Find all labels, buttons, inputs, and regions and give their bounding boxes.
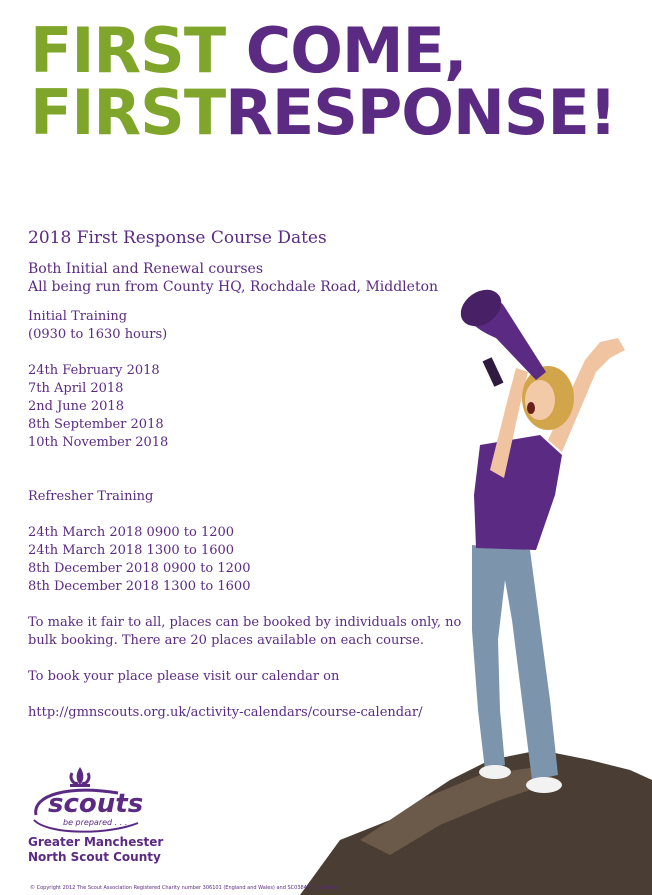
copyright-footer: © Copyright 2012 The Scout Association Registered Charity number 306101 (England and Wales) and SC038437 (Scotland) <box>30 885 341 891</box>
course-dates-heading: 2018 First Response Course Dates <box>28 228 327 248</box>
shoe-right <box>526 777 562 793</box>
face <box>525 380 555 420</box>
headline-response: RESPONSE! <box>225 76 617 149</box>
headline-first-2: FIRST <box>30 76 226 149</box>
list-item: 10th November 2018 <box>28 435 169 450</box>
megaphone-girl-illustration <box>300 280 652 895</box>
scouts-logo <box>28 765 188 875</box>
county-name <box>28 835 163 865</box>
rock-shape <box>300 750 652 895</box>
county-line-2: North Scout County <box>28 850 161 864</box>
jeans <box>472 545 558 780</box>
poster-headline <box>30 14 630 160</box>
subtitle-courses: Both Initial and Renewal courses <box>28 261 264 277</box>
subtitle-location: All being run from County HQ, Rochdale Road, Middleton <box>28 279 439 295</box>
calendar-link[interactable]: http://gmnscouts.org.uk/activity-calendars/course-calendar/ <box>28 705 423 720</box>
mouth <box>527 402 535 414</box>
list-item: 24th February 2018 <box>28 363 160 378</box>
scouts-wordmark: scouts <box>48 789 144 819</box>
megaphone-handle <box>483 357 504 387</box>
list-item: 7th April 2018 <box>28 381 124 396</box>
refresher-training-title: Refresher Training <box>28 489 154 504</box>
initial-training-title: Initial Training <box>28 309 128 324</box>
list-item: 8th September 2018 <box>28 417 164 432</box>
purple-top <box>474 435 562 550</box>
initial-training-hours: (0930 to 1630 hours) <box>28 327 168 342</box>
list-item: 24th March 2018 1300 to 1600 <box>28 543 235 558</box>
shoe-left <box>479 765 511 779</box>
fleur-de-lis-icon <box>28 765 188 835</box>
list-item: 2nd June 2018 <box>28 399 124 414</box>
headline-come: COME, <box>245 14 467 87</box>
list-item: 24th March 2018 0900 to 1200 <box>28 525 235 540</box>
county-line-1: Greater Manchester <box>28 835 164 849</box>
scouts-tagline: be prepared . . . <box>63 818 128 827</box>
headline-line-1 <box>30 14 467 87</box>
list-item: 8th December 2018 0900 to 1200 <box>28 561 251 576</box>
headline-line-2 <box>30 76 617 149</box>
headline-first-1: FIRST <box>30 14 226 87</box>
booking-cta: To book your place please visit our calendar on <box>28 669 340 684</box>
booking-note: To make it fair to all, places can be booked by individuals only, no bulk booking. There are 20 places available on each course. <box>28 615 462 648</box>
list-item: 8th December 2018 1300 to 1600 <box>28 579 251 594</box>
